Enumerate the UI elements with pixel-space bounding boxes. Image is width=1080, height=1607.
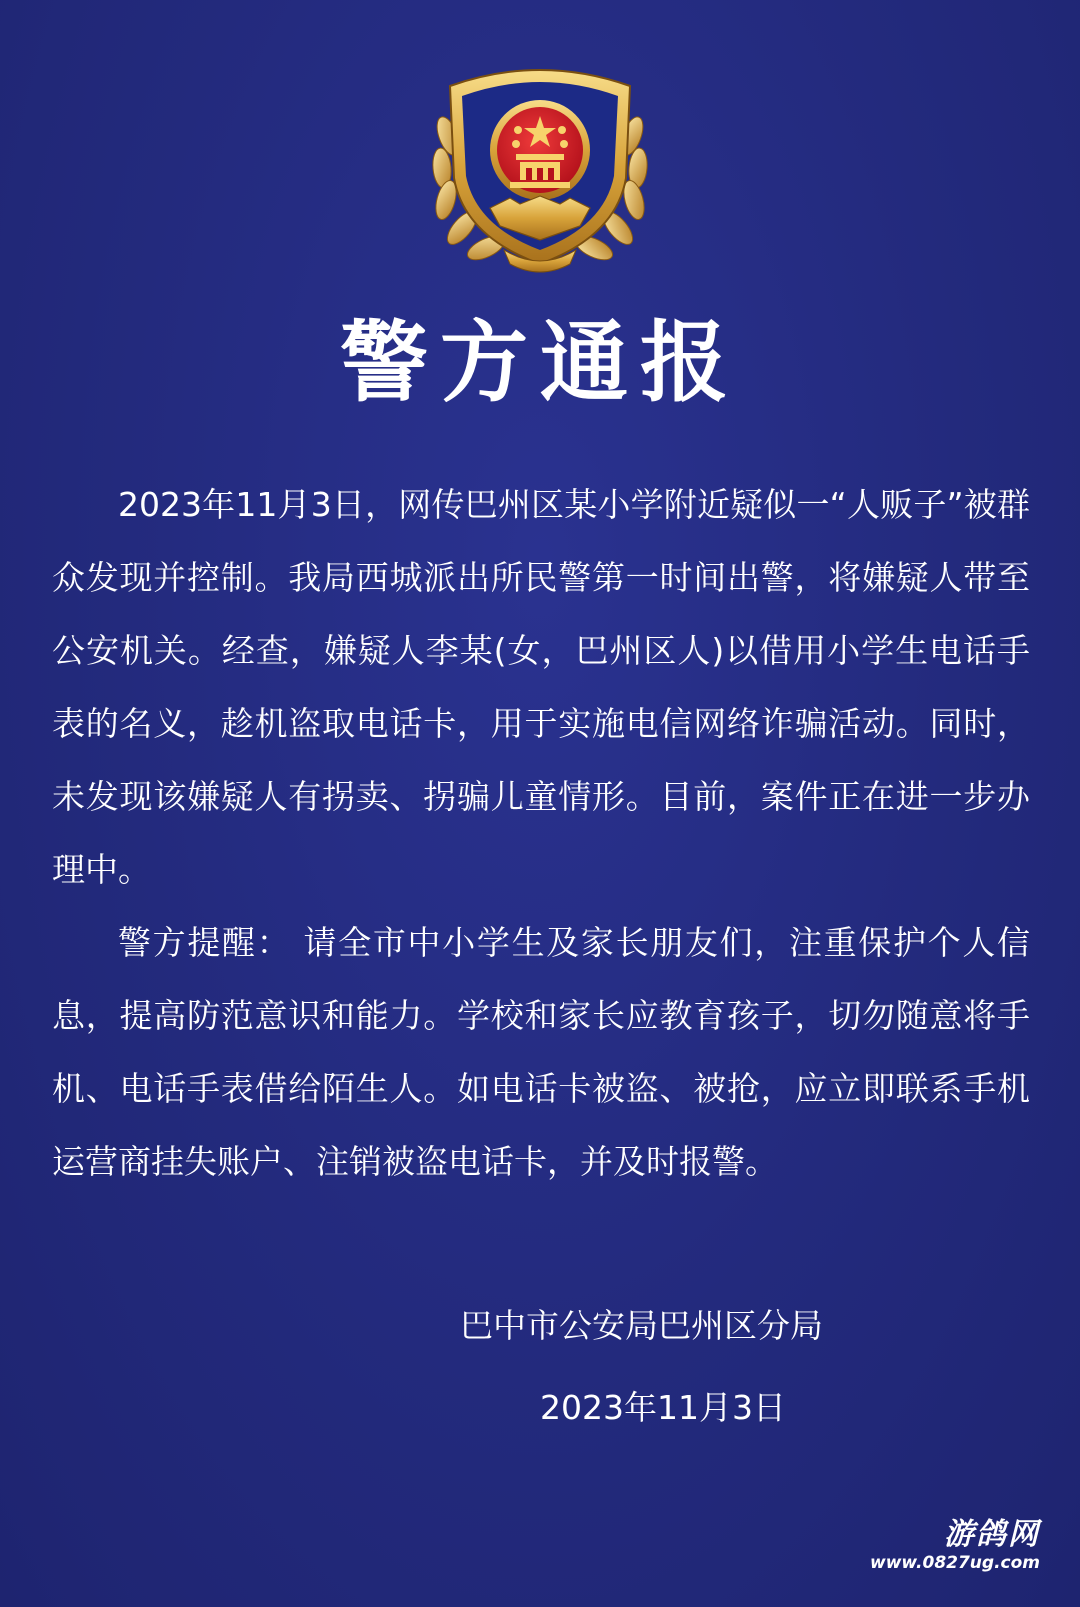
issue-date: 2023年11月3日 xyxy=(540,1388,786,1427)
notice-title: 警方通报 xyxy=(339,310,740,414)
issuer-name: 巴中市公安局巴州区分局 xyxy=(460,1306,823,1345)
watermark-name: 游鸽网 xyxy=(944,1517,1040,1552)
site-watermark xyxy=(870,1518,1040,1574)
police-emblem-icon xyxy=(420,58,660,280)
watermark-url: www.0827ug.com xyxy=(870,1553,1040,1573)
police-reminder-paragraph: 警方提醒： 请全市中小学生及家长朋友们，注重保护个人信息，提高防范意识和能力。学校和家长应教育孩子，切勿随意将手机、电话手表借给陌生人。如电话卡被盗、被抢，应立即联系手机运营商挂失账户、注销被盗电话卡，并及时报警。 xyxy=(52,923,1030,1181)
notice-body xyxy=(52,468,1030,1198)
notice-paragraph: 2023年11月3日，网传巴州区某小学附近疑似一“人贩子”被群众发现并控制。我局西城派出所民警第一时间出警，将嫌疑人带至公安机关。经查，嫌疑人李某(女，巴州区人)以借用小学生电话手表的名义，趁机盗取电话卡，用于实施电信网络诈骗活动。同时，未发现该嫌疑人有拐卖、拐骗儿童情形。目前，案件正在进一步办理中。 xyxy=(52,485,1030,889)
